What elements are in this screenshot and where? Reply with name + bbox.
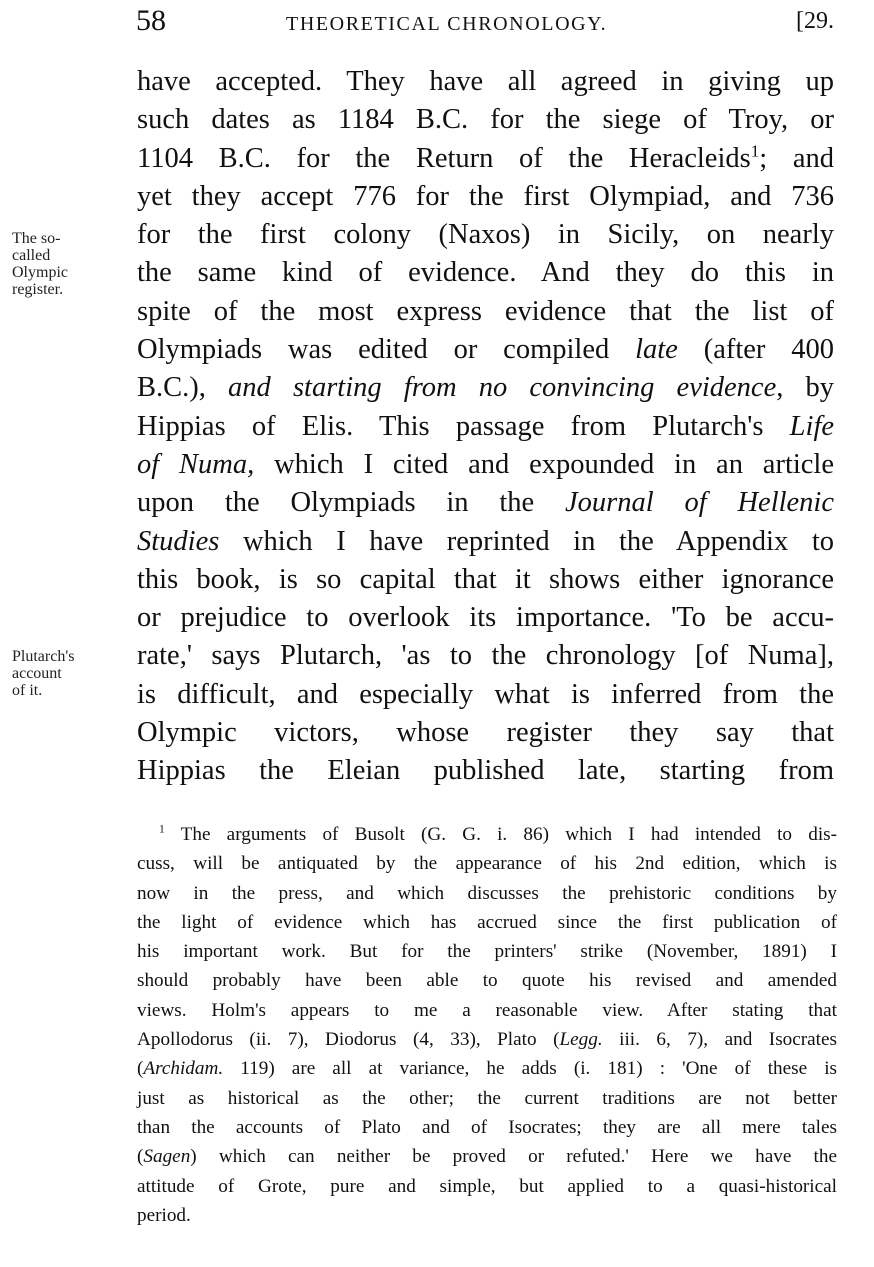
margin-note-line: Olympic — [12, 264, 68, 281]
footnote-line: (Sagen) which can neither be proved or refuted.' Here we have the — [137, 1146, 837, 1168]
body-text — [137, 63, 834, 791]
body-line: Hippias of Elis. This passage from Plutarch's Life — [137, 410, 835, 442]
footnote-line: attitude of Grote, pure and simple, but applied to a quasi-historical — [137, 1175, 837, 1197]
page-number: 58 — [136, 4, 166, 37]
body-line: rate,' says Plutarch, 'as to the chronology [of Numa], — [137, 640, 834, 672]
section-mark: [29. — [796, 8, 834, 34]
footnote-line: Apollodorus (ii. 7), Diodorus (4, 33), Plato (Legg. iii. 6, 7), and Isocrates — [137, 1029, 837, 1051]
footnote-line: cuss, will be antiquated by the appearance of his 2nd edition, which is — [137, 853, 837, 875]
footnote-line: should probably have been able to quote his revised and amended — [137, 970, 837, 992]
body-line: B.C.), and starting from no convincing evidence, by — [137, 372, 834, 404]
body-line: 1104 B.C. for the Return of the Heracleids$^1$; and — [137, 141, 834, 174]
body-line: Olympic victors, whose register they say that — [137, 717, 834, 749]
footnote-marker: 1 — [159, 823, 165, 836]
footnote-line: his important work. But for the printers' strike (November, 1891) I — [137, 941, 837, 963]
footnote-line: now in the press, and which discusses the prehistoric conditions by — [137, 882, 837, 904]
body-line: for the first colony (Naxos) in Sicily, on nearly — [137, 219, 834, 251]
margin-note-olympic-register — [12, 230, 68, 298]
body-line: is difficult, and especially what is inferred from the — [137, 678, 834, 710]
footnote-ref: 1 — [750, 141, 760, 161]
body-line: Studies which I have reprinted in the Appendix to — [137, 525, 834, 557]
footnote-line: than the accounts of Plato and of Isocrates; they are all mere tales — [137, 1116, 837, 1138]
body-line: have accepted. They have all agreed in giving up — [137, 66, 834, 97]
margin-note-line: of it. — [12, 682, 43, 699]
body-line: Olympiads was edited or compiled late (after 400 — [137, 334, 834, 366]
body-line: the same kind of evidence. And they do this in — [137, 257, 834, 289]
body-line: of Numa, which I cited and expounded in an article — [137, 448, 834, 480]
margin-note-line: register. — [12, 281, 64, 298]
margin-note-line: account — [12, 665, 62, 682]
footnote — [137, 820, 837, 1230]
body-line: this book, is so capital that it shows either ignorance — [137, 563, 834, 595]
footnote-line: period. — [137, 1204, 191, 1226]
running-head — [136, 4, 836, 44]
footnote-line: the light of evidence which has accrued since the first publication of — [137, 911, 837, 933]
margin-note-line: The so- — [12, 230, 61, 247]
body-line: yet they accept 776 for the first Olympiad, and 736 — [137, 180, 834, 212]
footnote-line: (Archidam. 119) are all at variance, he adds (i. 181) : 'One of these is — [137, 1058, 838, 1080]
footnote-line: $^1$ The arguments of Busolt (G. G. i. 86) which I had intended to dis- — [159, 823, 838, 845]
body-line: upon the Olympiads in the Journal of Hellenic — [137, 487, 835, 519]
running-title: THEORETICAL CHRONOLOGY. — [286, 13, 608, 35]
body-line: such dates as 1184 B.C. for the siege of Troy, or — [137, 104, 834, 136]
margin-note-line: called — [12, 247, 51, 264]
footnote-line: views. Holm's appears to me a reasonable view. After stating that — [137, 999, 837, 1021]
body-line: Hippias the Eleian published late, starting from — [137, 755, 834, 787]
margin-note-line: Plutarch's — [12, 648, 75, 665]
body-line: or prejudice to overlook its importance. 'To be accu- — [137, 602, 834, 634]
body-line: spite of the most express evidence that the list of — [137, 295, 834, 327]
margin-note-plutarch-account — [12, 648, 74, 699]
footnote-line: just as historical as the other; the current traditions are not better — [137, 1087, 837, 1109]
